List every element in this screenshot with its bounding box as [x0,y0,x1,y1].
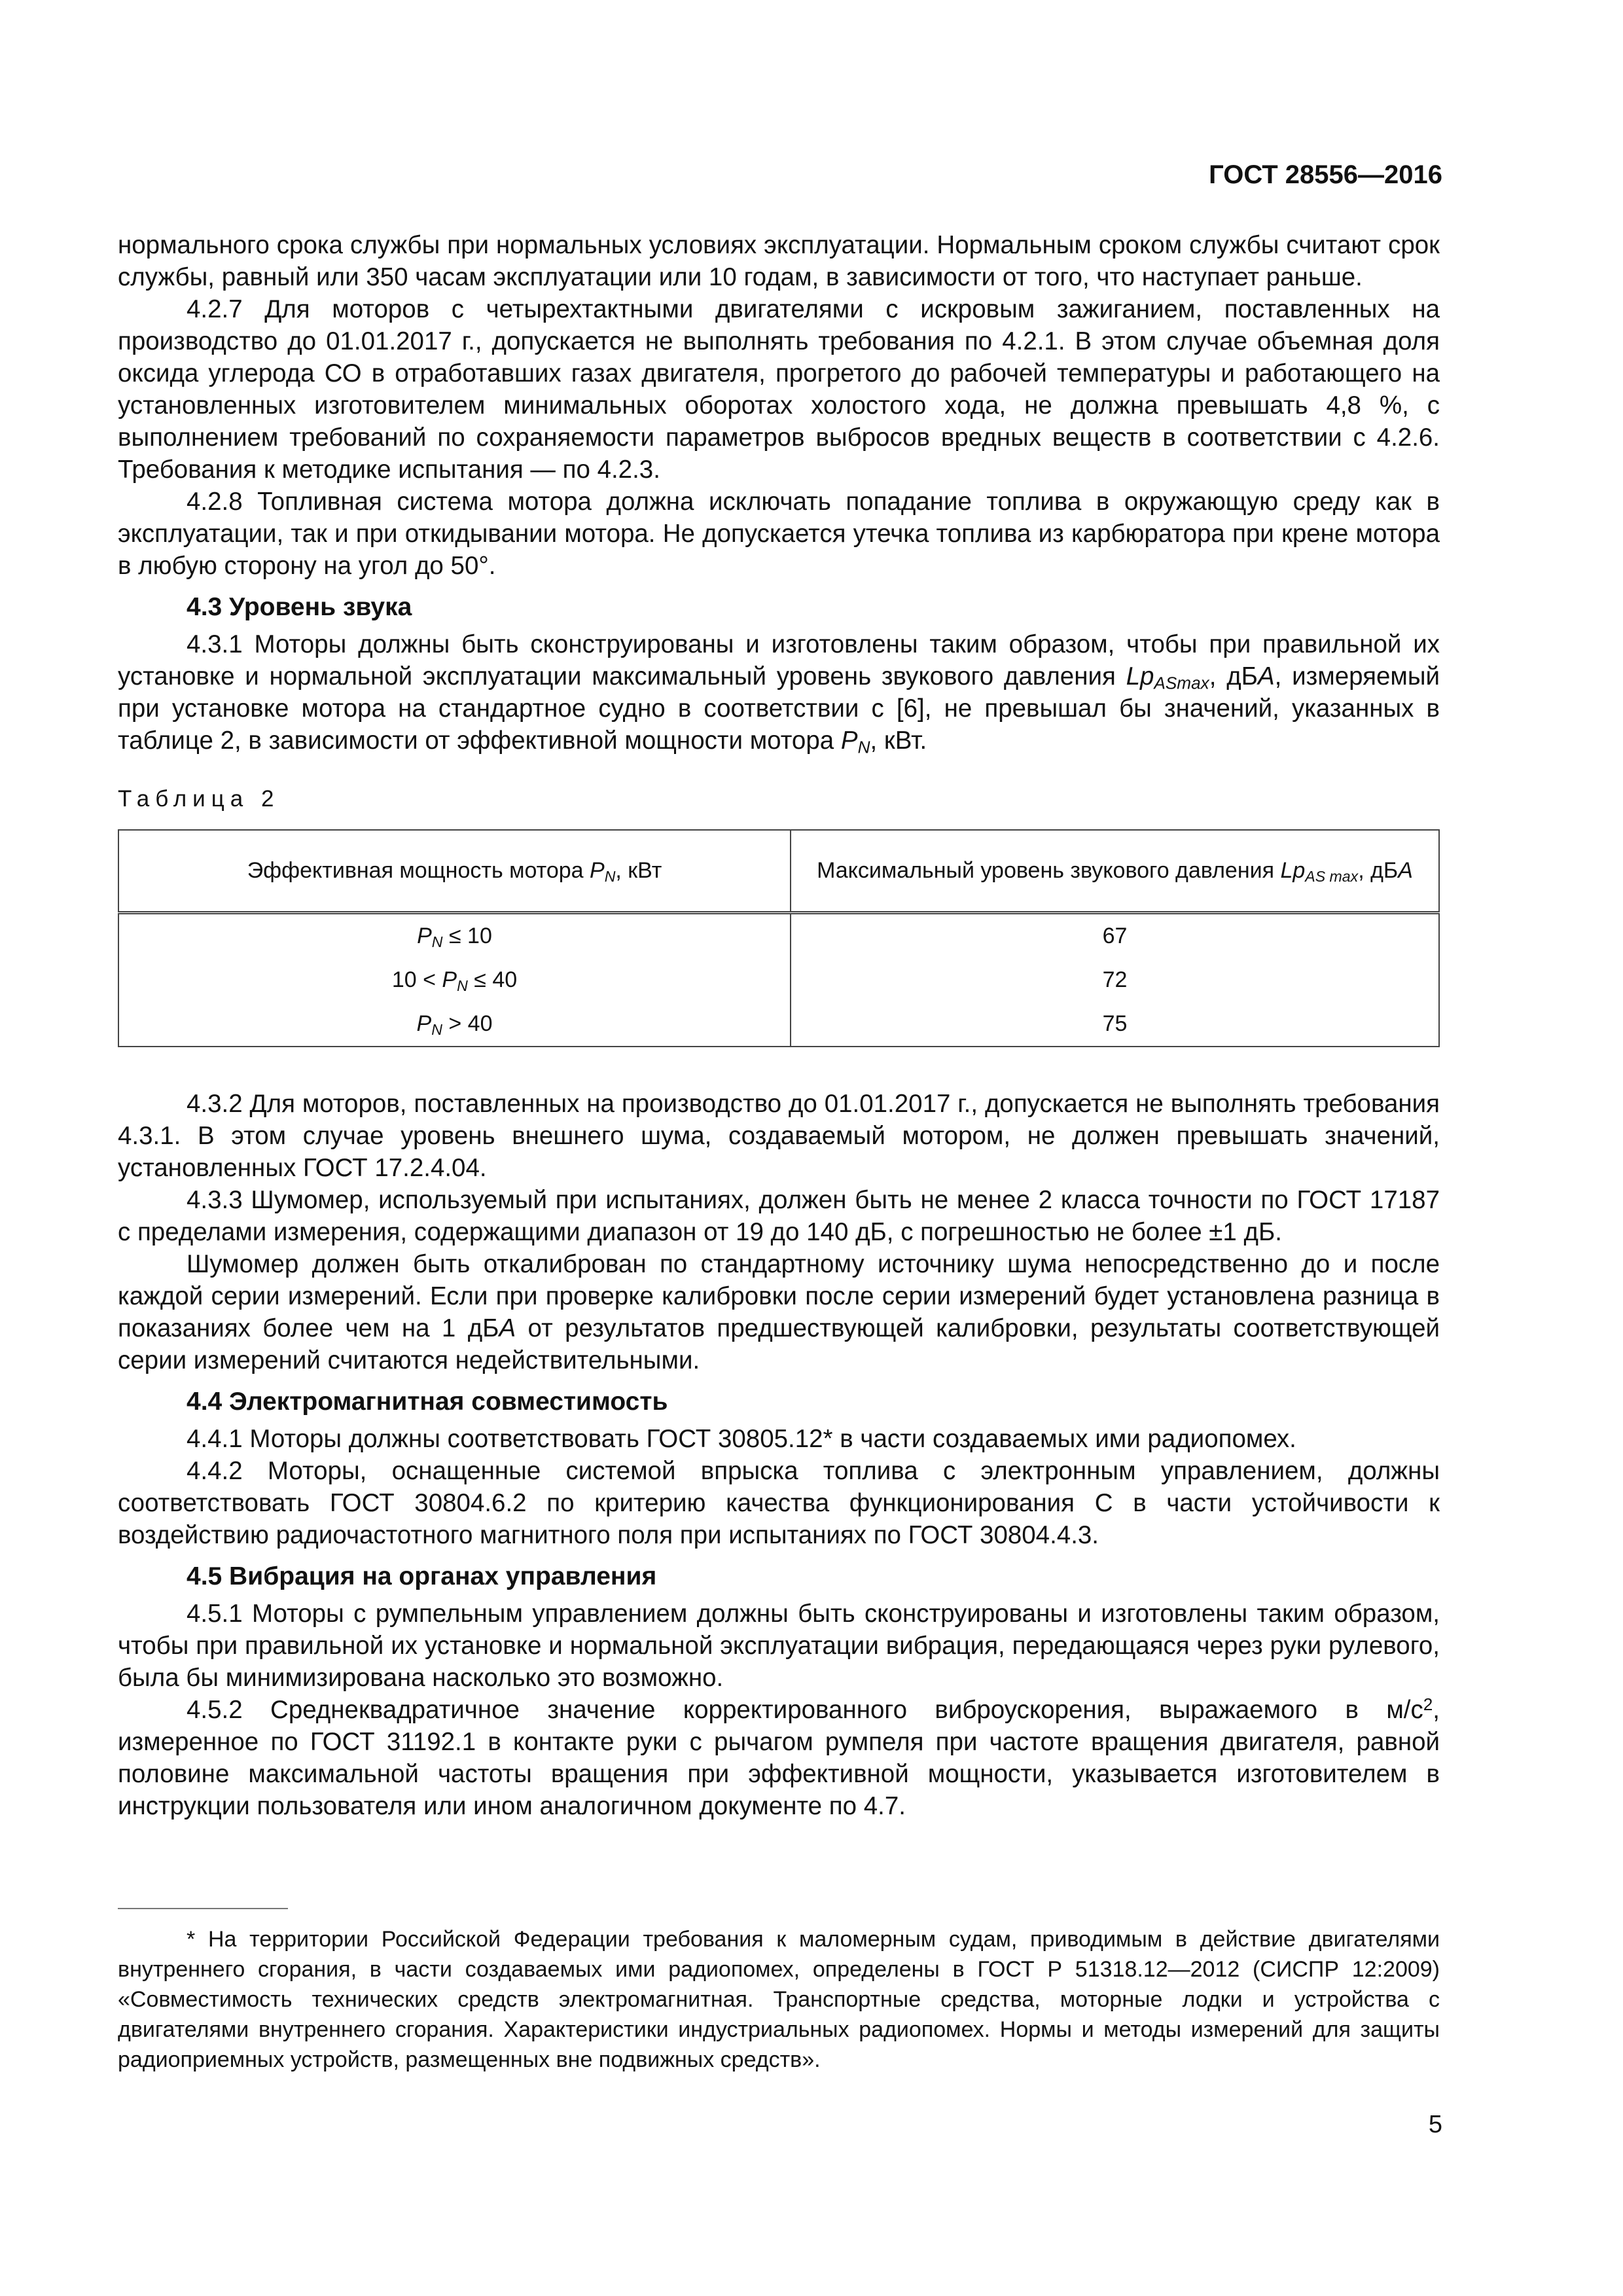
paragraph-4-4-1: 4.4.1 Моторы должны соответствовать ГОСТ 30805.12* в части создаваемых ими радиопомех. [187,1425,1296,1453]
table-cell-power: $10 < P_N \le 40$ [118,958,791,1002]
table-header-sound-level: Максимальный уровень звукового давления $Lp_{AS max}$, дБА [791,830,1439,913]
footnote [118,1924,1440,2075]
table-header-power: Эффективная мощность мотора $P_N$, кВт [118,830,791,913]
table-2 [118,829,1440,1047]
document-code-header: ГОСТ 28556—2016 [1209,160,1442,189]
document-body [118,229,1440,1822]
table-cell-power: $P_N > 40$ [118,1002,791,1047]
paragraph-4-3-3: 4.3.3 Шумомер, используемый при испытаниях, должен быть не менее 2 класса точности по ГОСТ 17187 с пределами измерения, содержащими диапазон от 19 до 140 дБ, с погрешностью не более ±1 дБ. [118,1186,1440,1246]
table-cell-sound-level: 75 [791,1002,1439,1047]
paragraph-4-3-3-calibration: Шумомер должен быть откалиброван по стандартному источнику шума непосредственно до и после каждой серии измерений. Если при проверке калибровки после серии измерений будет установлена разница в показаниях более чем на 1 дБА от результатов предшествующей калибровки, результаты соответствующей серии измерений считаются недействительными. [118,1250,1440,1374]
table-cell-power: $P_N \le 10$ [118,913,791,959]
section-heading-4-4: 4.4 Электромагнитная совместимость [187,1388,668,1416]
section-heading-4-3: 4.3 Уровень звука [187,593,412,621]
table-cell-sound-level: 67 [791,913,1439,959]
table-row [118,913,1439,959]
paragraph-4-2-8: 4.2.8 Топливная система мотора должна исключать попадание топлива в окружающую среду как в эксплуатации, так и при откидывании мотора. Не допускается утечка топлива из карбюратора при крене мотора в любую сторону на угол до 50°. [118,488,1440,580]
page-number: 5 [1428,2111,1442,2138]
paragraph-4-3-1: 4.3.1 Моторы должны быть сконструированы и изготовлены таким образом, чтобы при правильной их установке и нормальной эксплуатации максимальный уровень звукового давления $Lp_{ASmax}$, дБA, измеряемый при установке мотора на стандартное судно в соответствии с [6], не превышал бы значений, указанных в таблице 2, в зависимости от эффективной мощности мотора $P_N$, кВт. [118,630,1440,757]
table-row [118,1002,1439,1047]
table-header-row [118,830,1439,913]
table-row [118,958,1439,1002]
paragraph-4-3-2: 4.3.2 Для моторов, поставленных на производство до 01.01.2017 г., допускается не выполнять требования 4.3.1. В этом случае уровень внешнего шума, создаваемый мотором, не должен превышать значений, установленных ГОСТ 17.2.4.04. [118,1090,1440,1182]
table-cell-sound-level: 72 [791,958,1439,1002]
paragraph-4-2-7: 4.2.7 Для моторов с четырехтактными двигателями с искровым зажиганием, поставленных на производство до 01.01.2017 г., допускается не выполнять требования по 4.2.1. В этом случае объемная доля оксида углерода СО в отработавших газах двигателя, прогретого до рабочей температуры и работающего на установленных изготовителем минимальных оборотах холостого хода, не должна превышать 4,8 %, с выполнением требований по сохраняемости параметров выбросов вредных веществ в соответствии с 4.2.6. Требования к методике испытания — по 4.2.3. [118,295,1440,484]
footnote-separator [118,1908,288,1909]
paragraph-4-4-2: 4.4.2 Моторы, оснащенные системой впрыска топлива с электронным управлением, должны соответствовать ГОСТ 30804.6.2 по критерию качества функционирования С в части устойчивости к воздействию радиочастотного магнитного поля при испытаниях по ГОСТ 30804.4.3. [118,1457,1440,1549]
paragraph-continuation: нормального срока службы при нормальных условиях эксплуатации. Нормальным сроком службы считают срок службы, равный или 350 часам эксплуатации или 10 годам, в зависимости от того, что наступает раньше. [118,231,1440,291]
section-heading-4-5: 4.5 Вибрация на органах управления [187,1562,657,1590]
paragraph-4-5-1: 4.5.1 Моторы с румпельным управлением должны быть сконструированы и изготовлены таким образом, чтобы при правильной их установке и нормальной эксплуатации вибрация, передающаяся через руки рулевого, была бы минимизирована насколько это возможно. [118,1600,1440,1692]
table-caption: Таблица 2 [118,786,280,812]
footnote-text: * На территории Российской Федерации требования к маломерным судам, приводимым в действие двигателями внутреннего сгорания, в части создаваемых ими радиопомех, определены в ГОСТ Р 51318.12—2012 (СИСПР 12:2009) «Совместимость технических средств электромагнитная. Транспортные средства, моторные лодки и устройства с двигателями внутреннего сгорания. Характеристики индустриальных радиопомех. Нормы и методы измерений для защиты радиоприемных устройств, размещенных вне подвижных средств». [118,1927,1440,2072]
paragraph-4-5-2: 4.5.2 Среднеквадратичное значение корректированного виброускорения, выражаемого в $м/с^2$, измеренное по ГОСТ 31192.1 в контакте руки с рычагом румпеля при частоте вращения двигателя, равной половине максимальной частоты вращения при эффективной мощности, указывается изготовителем в инструкции пользователя или ином аналогичном документе по 4.7. [118,1695,1440,1820]
